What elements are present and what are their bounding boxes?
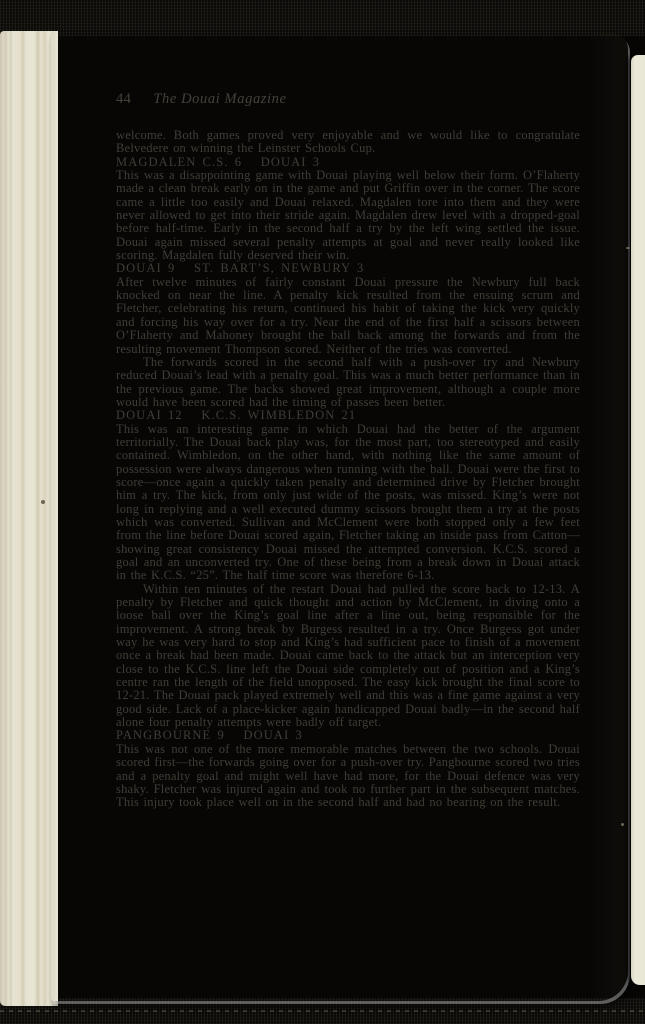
- match-paragraph: This was a disappointing game with Douai playing well below their form. O’Flaherty made a clean break early on in the game and put Griffin over in the corner. The score came a little too easily and Douai relaxed. Magdalen tore into them and they were never allowed to get into their stride again. Magdalen drew level with a dropped-goal before half-time. Early in the second half a try by the left wing settled the issue. Douai again missed several penalty attempts at goal and never really looked like scoring. Magdalen fully deserved their win.: [116, 168, 580, 263]
- page-number: 44: [116, 91, 132, 107]
- match-paragraph: This was not one of the more memorable matches between the two schools. Douai scored first—the forwards going over for a push-over try. Pangbourne scored two tries and a penalty goal and might well have had more, for the Douai defence was very shaky. Fletcher was injured again and took no further part in the subsequent matches. This injury took place well on in the second half and had no bearing on the result.: [116, 741, 580, 810]
- dust-speck: [621, 823, 624, 826]
- magazine-title: The Douai Magazine: [153, 91, 287, 107]
- match-paragraph: This was an interesting game in which Douai had the better of the argument territorially. The Douai back play was, for the most part, too stereotyped and easily contained. Wimbledon, on the other hand, with nothing like the same amount of possession were always dangerous when running with the ball. Douai were the first to score—once again a quickly taken penalty and determined drive by Fletcher brought him a try. The kick, from only just wide of the posts, was missed. King’s were not long in replying and a well executed dummy scissors brought them a try at the posts which was converted. Sullivan and McClement were both stopped only a few feet from the line before Douai scored again, Fletcher taking an inside pass from Catton—showing great consistency Douai missed the attempted conversion. K.C.S. scored a goal and an unconverted try. One of these being from a break down in Douai attack in the K.C.S. “25”. The half time score was therefore 6-13.: [116, 421, 580, 583]
- next-page-edge: [631, 55, 645, 985]
- scanned-page: [50, 33, 628, 1001]
- book-cover-cloth-top: [0, 0, 645, 36]
- print-area: [116, 91, 580, 810]
- match-paragraph: The forwards scored in the second half with a push-over try and Newbury reduced Douai’s lead with a penalty goal. This was a much better performance than in the previous game. The backs showed great improvement, although a couple more would have been scored had the timing of passes been better.: [116, 354, 580, 409]
- running-header: [116, 91, 580, 108]
- dust-speck: [626, 247, 630, 249]
- match-heading: MAGDALEN C.S. 6 DOUAI 3: [116, 154, 321, 169]
- article-body: [116, 129, 580, 810]
- intro-paragraph: welcome. Both games proved very enjoyable and we would like to congratulate Belvedere on winning the Leinster Schools Cup.: [116, 128, 580, 156]
- match-paragraph: After twelve minutes of fairly constant Douai pressure the Newbury full back knocked on near the line. A penalty kick resulted from the ensuing scrum and Fletcher, celebrating his return, continued his habit of taking the kick very quickly and forcing his way over for a try. Near the end of the first half a scissors between O’Flaherty and Mahoney brought the ball back among the forwards and from the resulting movement Thompson scored. Neither of the tries was converted.: [116, 274, 580, 356]
- match-heading: PANGBOURNE 9 DOUAI 3: [116, 728, 303, 743]
- match-paragraph: Within ten minutes of the restart Douai had pulled the score back to 12-13. A penalty by Fletcher and quick thought and action by McClement, in diving onto a loose ball over the King’s goal line after a line out, being responsible for the improvement. A strong break by Burgess resulted in a try. Once Burgess got under way he was very hard to stop and King’s had sufficient pace to finish of a movement once a break had been made. Douai came back to the attack but an interception very close to the K.C.S. line left the Douai side completely out of position and a King’s centre ran the length of the field unopposed. The easy kick brought the final score to 12-21. The Douai pack played extremely well and this was a fine game against a very good side. Lack of a place-kicker again handicapped Douai badly—in the second half alone four penalty attempts were badly off target.: [116, 581, 580, 730]
- book-cover-cloth-bottom: [0, 998, 645, 1024]
- match-heading: DOUAI 9 ST. BART’S, NEWBURY 3: [116, 261, 365, 276]
- match-heading: DOUAI 12 K.C.S. WIMBLEDON 21: [116, 408, 357, 423]
- dust-speck: [41, 500, 45, 504]
